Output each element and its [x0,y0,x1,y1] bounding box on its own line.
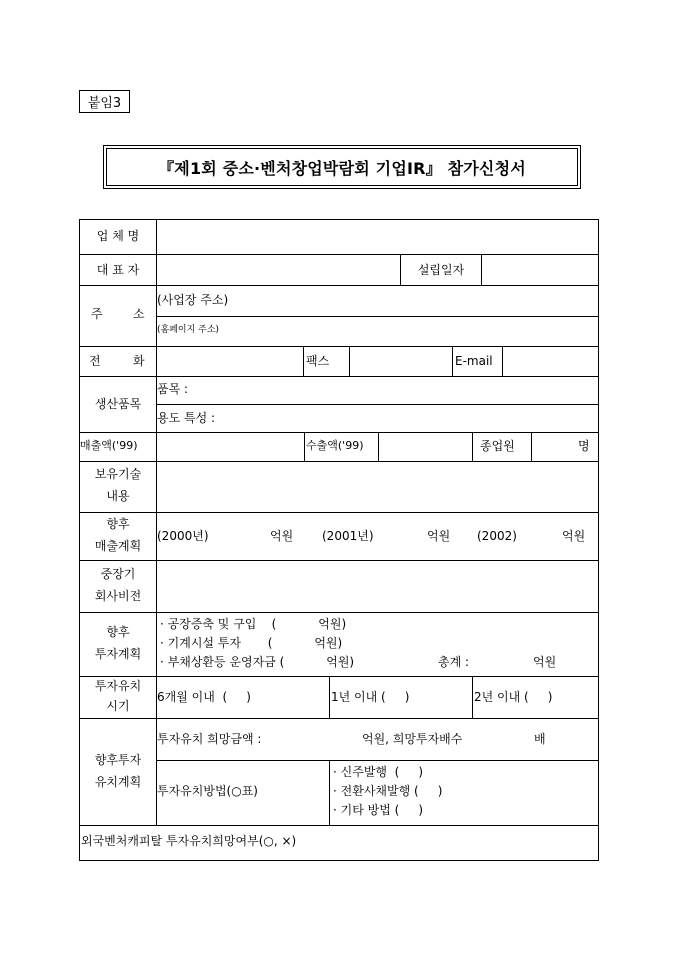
desired-amount-label: 투자유치 희망금액 : [157,732,262,746]
invest-total-label: 총계 : [438,655,470,669]
method-label: 투자유치방법(○표) [157,784,258,798]
plan-year-2002: (2002) [477,529,517,543]
label-employees: 종업원 [480,439,515,453]
plan-year-2001: (2001년) [322,529,374,543]
address-line2: (홈페이지 주소) [157,325,220,335]
method-convertible-bonds: · 전환사채발행 ( ) [333,784,443,798]
label-sales-plan-2: 매출계획 [94,539,142,553]
label-future-2: 유치계획 [94,775,142,789]
multiple-unit: 배 [534,732,546,746]
invest-item-machinery: · 기계시설 투자 ( 억원) [160,636,343,650]
plan-unit-2002: 억원 [562,529,586,543]
label-fax: 팩스 [306,354,330,368]
label-ceo: 대 표 자 [96,263,140,277]
label-timing-2: 시기 [106,699,130,713]
invest-item-operating: · 부채상환등 운영자금 ( 억원) [160,655,355,669]
label-item: 품목 : [157,382,189,396]
label-phone-b: 화 [133,354,145,368]
timing-6-months: 6개월 이내 ( ) [157,690,251,704]
label-products: 생산품목 [94,397,142,411]
label-invest-plan-2: 투자계획 [94,647,142,661]
label-address-b: 소 [133,307,145,321]
invest-item-factory: · 공장증축 및 구입 ( 억원) [160,617,347,631]
plan-unit-2000: 억원 [270,529,294,543]
label-tech-1: 보유기술 [94,467,142,481]
label-founded: 설립일자 [417,263,465,277]
label-timing-1: 투자유치 [94,679,142,693]
plan-year-2000: (2000년) [157,529,209,543]
label-usage: 용도 특성 : [157,411,216,425]
method-other: · 기타 방법 ( ) [333,803,424,817]
desired-amount-unit: 억원, 희망투자배수 [362,732,463,746]
plan-unit-2001: 억원 [427,529,451,543]
form-title: 『제1회 중소·벤처창업박람회 기업IR』 참가신청서 [106,148,578,186]
label-tech-2: 내용 [106,489,130,503]
label-address-a: 주 [91,307,103,321]
label-employees-unit: 명 [578,439,590,453]
label-phone-a: 전 [89,354,101,368]
label-email: E-mail [455,354,493,368]
label-sales-plan-1: 향후 [106,517,130,531]
label-exports: 수출액('99) [306,439,364,452]
attachment-label: 붙임3 [79,90,130,113]
form-title-box [103,145,581,189]
timing-1-year: 1년 이내 ( ) [331,690,410,704]
address-line1: (사업장 주소) [157,293,229,307]
label-future-1: 향후투자 [94,753,142,767]
label-company: 업 체 명 [96,229,140,243]
label-sales: 매출액('99) [80,439,138,452]
invest-total-unit: 억원 [533,655,557,669]
method-new-shares: · 신주발행 ( ) [333,765,424,779]
foreign-vc-question: 외국벤처캐피탈 투자유치희망여부(○, ×) [81,834,297,848]
label-invest-plan-1: 향후 [106,625,130,639]
timing-2-years: 2년 이내 ( ) [474,690,553,704]
label-vision-1: 중장기 [100,567,136,581]
label-vision-2: 회사비전 [94,589,142,603]
